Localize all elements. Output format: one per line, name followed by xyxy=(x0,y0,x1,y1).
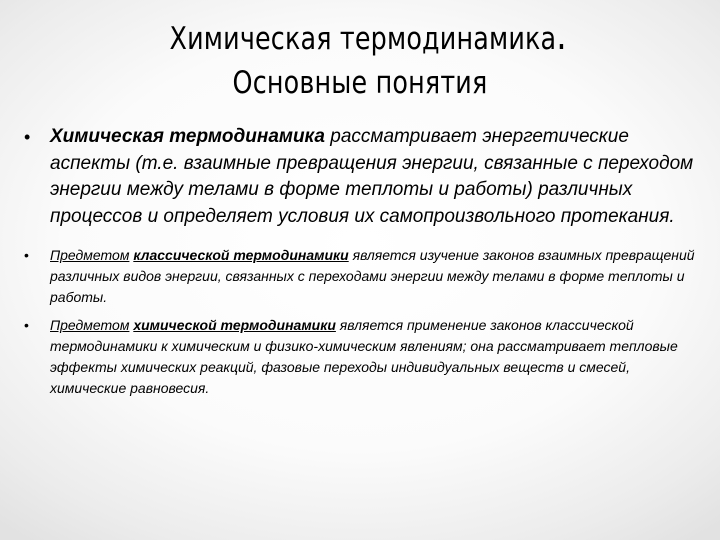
classical-text: является изучение законов взаимных превращений различных видов энергии, связанных с переходами энергии между телами в форме теплоты и работы. xyxy=(50,247,695,305)
bullet-icon: • xyxy=(24,317,29,333)
term-chemical-thermodynamics-subject: химической термодинамики xyxy=(133,317,336,333)
chemical-text: является применение законов классической термодинамики к химическим и физико-химическим явлениям; она рассматривает тепловые эффекты химических реакций, фазовые переходы индивидуальных веществ и смесей, химические равновесия. xyxy=(50,317,678,396)
title-line-1: Химическая термодинамика. xyxy=(169,13,567,59)
term-classical-thermodynamics: классической термодинамики xyxy=(133,247,349,263)
bullet-item-definition xyxy=(24,124,700,230)
term-chemical-thermodynamics: Химическая термодинамика xyxy=(50,126,325,147)
bullet-icon: • xyxy=(24,127,31,147)
bullet-item-chemical xyxy=(24,315,700,399)
title-line-2: Основные понятия xyxy=(232,65,488,101)
lead-word: Предметом xyxy=(50,317,130,333)
definition-text: рассматривает энергетические аспекты (т.е. взаимные превращения энергии, связанные с переходом энергии между телами в форме теплоты и работы) различных процессов и определяет условия их самопроизвольного протекания. xyxy=(50,126,694,227)
slide-title xyxy=(65,14,655,105)
bullet-icon: • xyxy=(24,247,29,263)
bullet-item-classical xyxy=(24,245,700,308)
lead-word: Предметом xyxy=(50,247,130,263)
